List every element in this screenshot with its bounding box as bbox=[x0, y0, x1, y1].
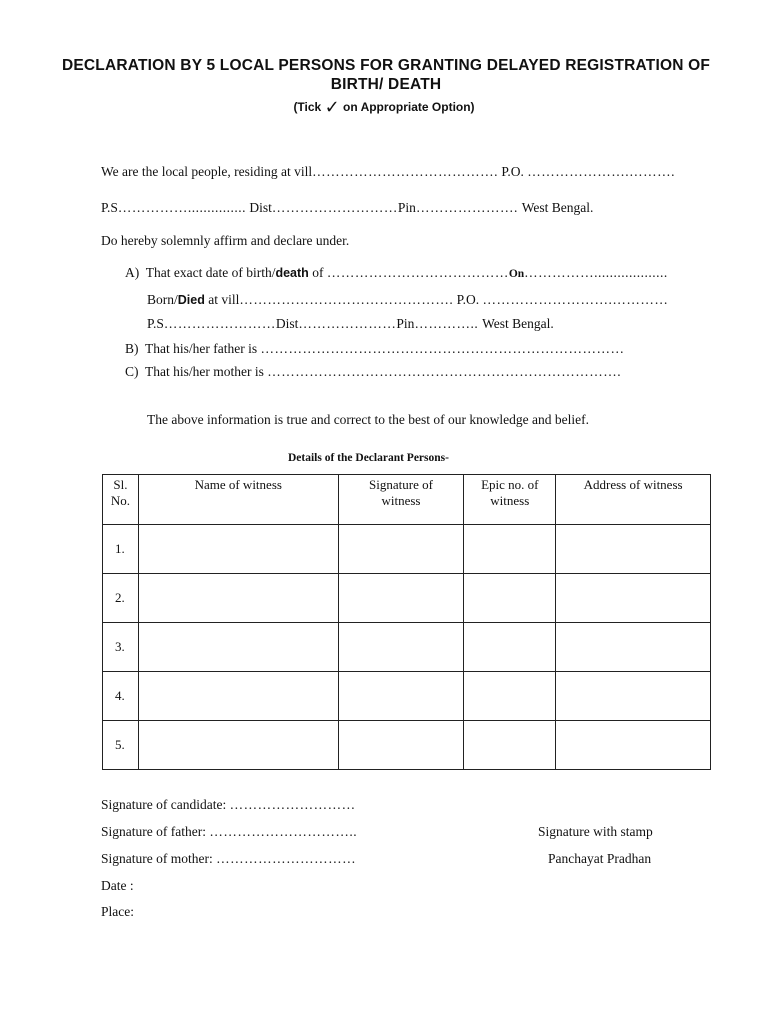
at-vill-label: at vill bbox=[204, 292, 240, 307]
death-option[interactable]: death bbox=[275, 266, 309, 280]
row-number: 1. bbox=[103, 525, 139, 574]
witness-epic-cell[interactable] bbox=[464, 672, 556, 721]
pin-blank[interactable]: …………………. bbox=[415, 200, 522, 215]
item-c-line bbox=[125, 364, 621, 380]
date-label: Date : bbox=[101, 878, 134, 893]
witness-epic-cell[interactable] bbox=[464, 623, 556, 672]
intro-line-ps bbox=[101, 200, 593, 216]
witness-epic-cell[interactable] bbox=[464, 525, 556, 574]
father-name-blank[interactable]: …………………………………………………………………… bbox=[260, 341, 625, 356]
witness-signature-cell[interactable] bbox=[338, 623, 464, 672]
witness-signature-cell[interactable] bbox=[338, 721, 464, 770]
pin-label: Pin bbox=[397, 200, 416, 215]
item-a-village-blank[interactable]: ………………………………………. bbox=[239, 292, 454, 307]
item-a-dist-label: Dist bbox=[275, 316, 299, 331]
tick-prefix: (Tick bbox=[293, 100, 322, 114]
witness-name-cell[interactable] bbox=[138, 623, 338, 672]
table-row bbox=[103, 574, 711, 623]
item-a-text: That exact date of birth/ bbox=[145, 265, 276, 280]
of-label: of bbox=[308, 265, 327, 280]
title-line-1: DECLARATION BY 5 LOCAL PERSONS FOR GRANTING DELAYED REGISTRATION OF bbox=[61, 57, 711, 74]
father-signature-blank[interactable]: ………………………….. bbox=[209, 824, 358, 839]
witness-address-cell[interactable] bbox=[556, 623, 711, 672]
candidate-signature-label: Signature of candidate: bbox=[101, 797, 230, 812]
row-number: 5. bbox=[103, 721, 139, 770]
born-option[interactable]: Born/ bbox=[147, 292, 178, 307]
tick-suffix: on Appropriate Option) bbox=[343, 100, 475, 114]
item-c-label: C) bbox=[125, 364, 139, 379]
candidate-signature-blank[interactable]: ……………………… bbox=[229, 797, 356, 812]
table-row bbox=[103, 525, 711, 574]
on-blank[interactable]: ……………................... bbox=[524, 265, 668, 280]
document-title bbox=[20, 56, 752, 94]
header-signature: Signature of witness bbox=[338, 475, 464, 525]
father-signature-label: Signature of father: bbox=[101, 824, 210, 839]
checkmark-icon: ✓ bbox=[324, 97, 340, 117]
witness-epic-cell[interactable] bbox=[464, 721, 556, 770]
row-number: 4. bbox=[103, 672, 139, 721]
mother-signature-blank[interactable]: ………………………… bbox=[216, 851, 357, 866]
table-title: Details of the Declarant Persons- bbox=[288, 452, 449, 464]
witness-address-cell[interactable] bbox=[556, 721, 711, 770]
header-name: Name of witness bbox=[138, 475, 338, 525]
witness-address-cell[interactable] bbox=[556, 672, 711, 721]
witness-signature-cell[interactable] bbox=[338, 672, 464, 721]
po-label: P.O. bbox=[497, 164, 528, 179]
item-c-text: That his/her mother is bbox=[145, 364, 268, 379]
witness-table bbox=[102, 474, 711, 770]
po-blank[interactable]: ………………….………. bbox=[527, 164, 675, 179]
belief-statement: The above information is true and correct to the best of our knowledge and belief. bbox=[147, 412, 589, 427]
item-a-line-1 bbox=[125, 265, 668, 281]
header-address: Address of witness bbox=[556, 475, 711, 525]
witness-name-cell[interactable] bbox=[138, 525, 338, 574]
witness-address-cell[interactable] bbox=[556, 525, 711, 574]
died-option[interactable]: Died bbox=[177, 293, 205, 307]
village-blank[interactable]: …………………………………. bbox=[312, 164, 498, 179]
village-label: We are the local people, residing at vill bbox=[101, 164, 313, 179]
mother-signature-label: Signature of mother: bbox=[101, 851, 217, 866]
date-blank[interactable]: ………………………………… bbox=[326, 265, 509, 280]
item-a-ps-label: P.S bbox=[147, 316, 164, 331]
tick-instruction bbox=[0, 97, 768, 118]
item-b-label: B) bbox=[125, 341, 139, 356]
item-a-pin-blank[interactable]: ………….. bbox=[414, 316, 483, 331]
item-a-label: A) bbox=[125, 265, 140, 280]
dist-blank[interactable]: ……………………… bbox=[271, 200, 398, 215]
on-label: On bbox=[508, 268, 525, 280]
witness-signature-cell[interactable] bbox=[338, 525, 464, 574]
ps-blank[interactable]: ……………............... bbox=[117, 200, 247, 215]
item-a-pin-label: Pin bbox=[396, 316, 415, 331]
header-sl-no: Sl. No. bbox=[103, 475, 139, 525]
witness-name-cell[interactable] bbox=[138, 672, 338, 721]
item-a-line-2 bbox=[147, 292, 668, 308]
table-header-row bbox=[103, 475, 711, 525]
witness-epic-cell[interactable] bbox=[464, 574, 556, 623]
mother-signature-line bbox=[101, 851, 356, 867]
witness-signature-cell[interactable] bbox=[338, 574, 464, 623]
stamp-signature-label: Signature with stamp bbox=[538, 824, 653, 839]
witness-name-cell[interactable] bbox=[138, 574, 338, 623]
header-epic: Epic no. of witness bbox=[464, 475, 556, 525]
state-label: West Bengal. bbox=[521, 200, 594, 215]
item-a-state-label: West Bengal. bbox=[482, 316, 554, 331]
place-label: Place: bbox=[101, 904, 134, 919]
intro-line-village bbox=[101, 164, 675, 180]
table-row bbox=[103, 623, 711, 672]
candidate-signature-line bbox=[101, 797, 356, 813]
item-a-po-blank[interactable]: ……………………….………… bbox=[482, 292, 669, 307]
item-b-line bbox=[125, 341, 624, 357]
row-number: 3. bbox=[103, 623, 139, 672]
father-signature-line bbox=[101, 824, 357, 840]
row-number: 2. bbox=[103, 574, 139, 623]
witness-address-cell[interactable] bbox=[556, 574, 711, 623]
affirm-line: Do hereby solemnly affirm and declare under. bbox=[101, 233, 350, 248]
table-row bbox=[103, 672, 711, 721]
table-row bbox=[103, 721, 711, 770]
item-b-text: That his/her father is bbox=[145, 341, 261, 356]
panchayat-pradhan-label: Panchayat Pradhan bbox=[548, 851, 652, 866]
item-a-dist-blank[interactable]: ………………… bbox=[298, 316, 397, 331]
witness-name-cell[interactable] bbox=[138, 721, 338, 770]
item-a-po-label: P.O. bbox=[453, 292, 483, 307]
item-a-ps-blank[interactable]: …………………… bbox=[163, 316, 276, 331]
ps-label: P.S bbox=[101, 200, 118, 215]
item-a-line-3 bbox=[147, 316, 554, 332]
dist-label: Dist bbox=[246, 200, 272, 215]
title-line-2: BIRTH/ DEATH bbox=[330, 76, 442, 93]
mother-name-blank[interactable]: …………………………………………………………………. bbox=[267, 364, 622, 379]
